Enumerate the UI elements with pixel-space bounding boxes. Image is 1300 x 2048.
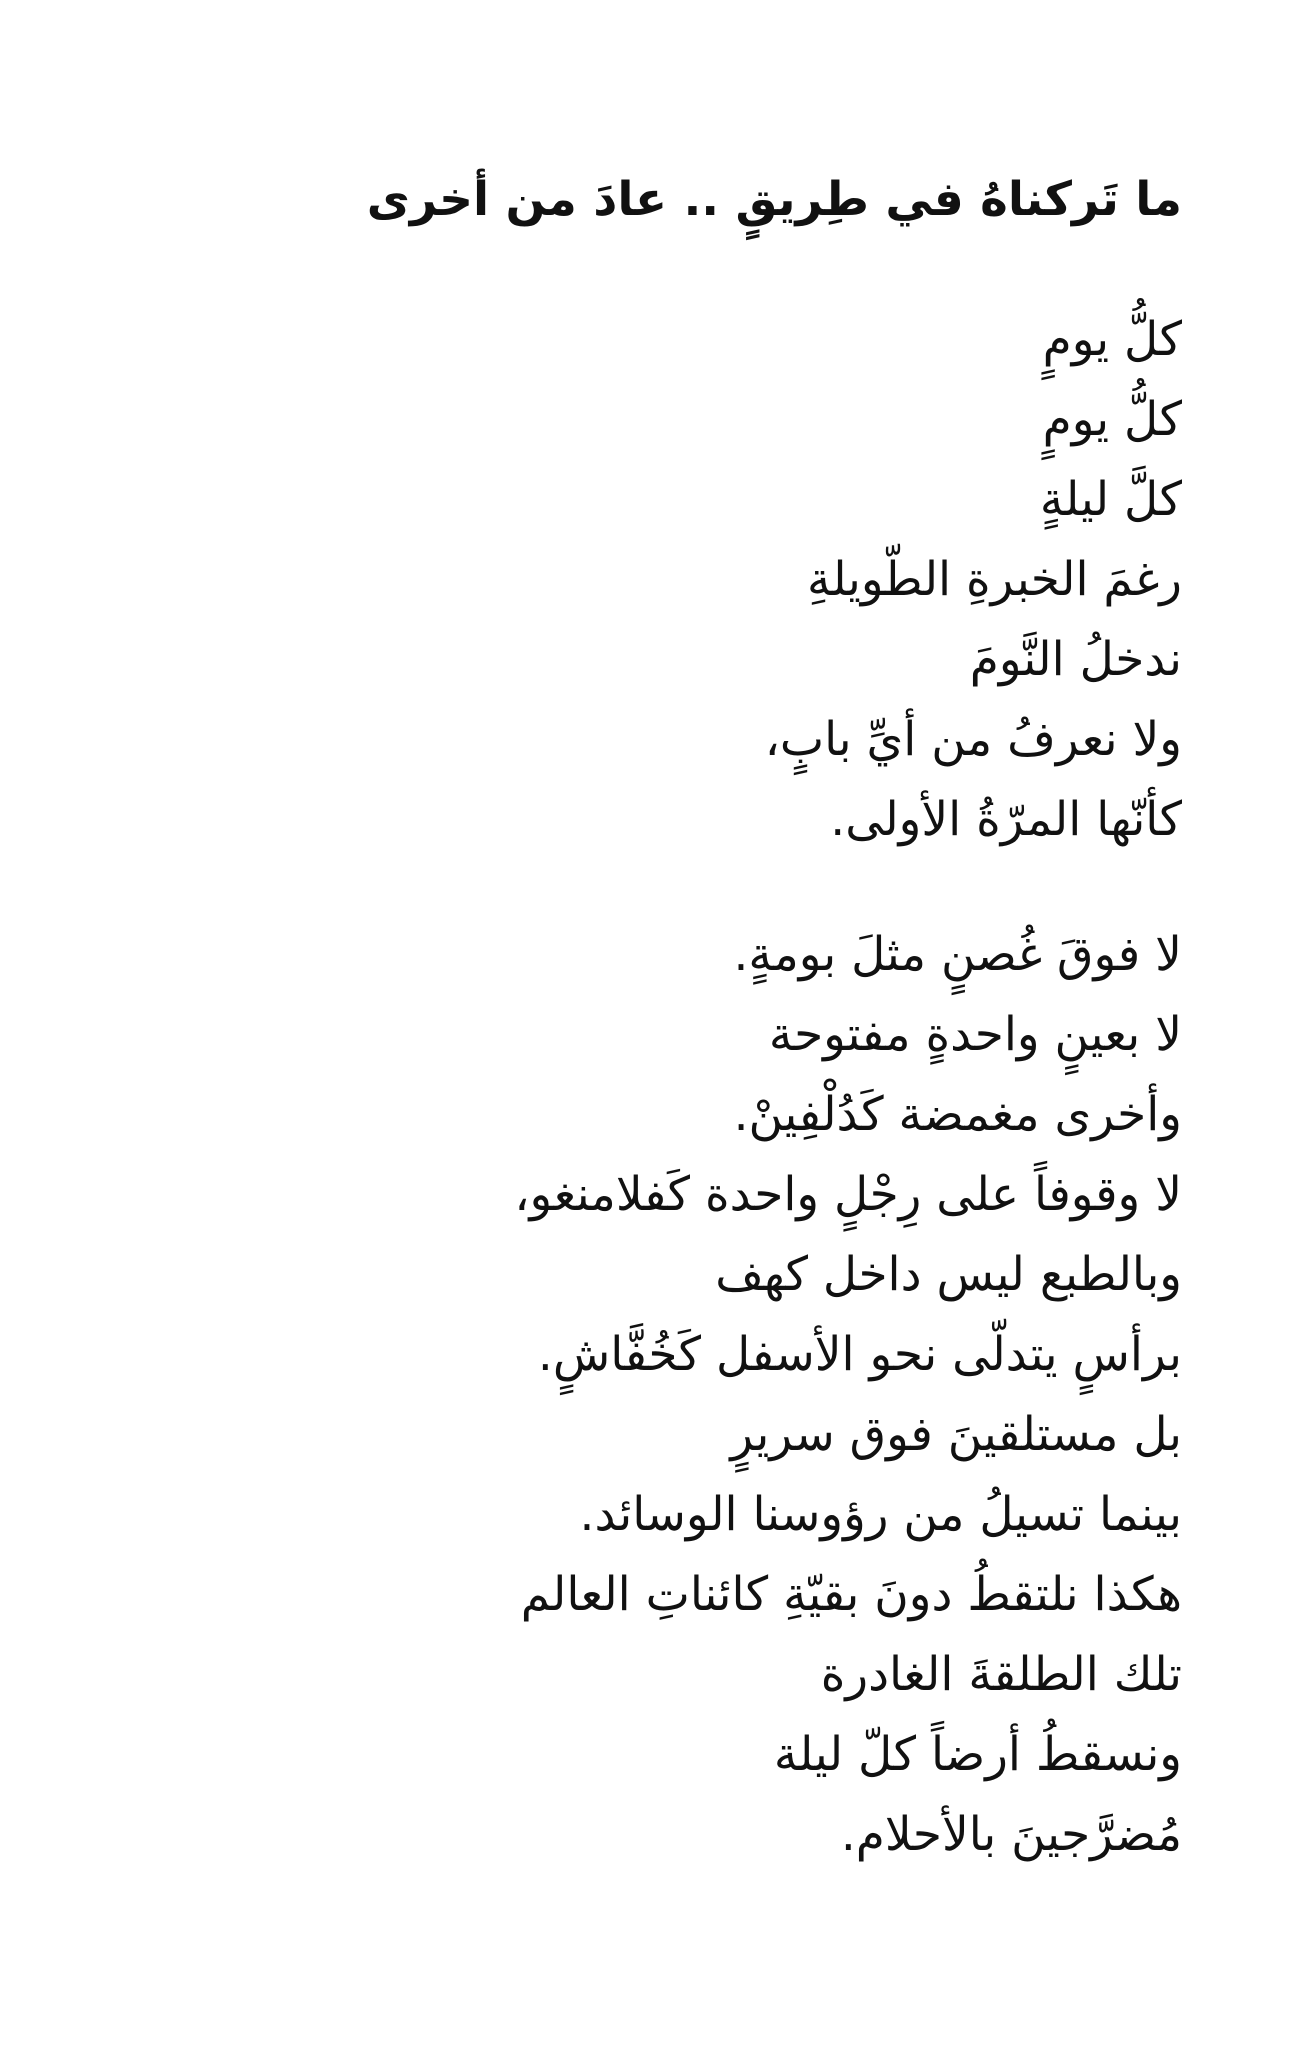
verse-line: بل مستلقينَ فوق سريرٍ: [730, 1407, 1182, 1462]
verse-line: كلُّ يومٍ: [1042, 312, 1182, 367]
verse-line: لا فوقَ غُصنٍ مثلَ بومةٍ.: [733, 927, 1182, 982]
stanza-2: [282, 915, 1182, 1875]
verse-line: برأسٍ يتدلّى نحو الأسفل كَخُفَّاشٍ.: [537, 1327, 1182, 1382]
verse-line: ولا نعرفُ من أيِّ بابٍ،: [764, 712, 1182, 767]
verse-line: وبالطبع ليس داخل كهف: [715, 1247, 1182, 1302]
verse-line: بينما تسيلُ من رؤوسنا الوسائد.: [579, 1487, 1182, 1542]
verse-line: ونسقطُ أرضاً كلّ ليلة: [773, 1727, 1182, 1782]
verse-line: ندخلُ النَّومَ: [969, 632, 1182, 687]
verse-line: وأخرى مغمضة كَدُلْفِينْ.: [733, 1087, 1182, 1142]
verse-line: مُضرَّجينَ بالأحلام.: [840, 1807, 1182, 1862]
verse-line: كأنّها المرّةُ الأولى.: [830, 792, 1182, 847]
verse-line: تلك الطلقةَ الغادرة: [820, 1647, 1182, 1702]
poem-title: ما تَركناهُ في طِريقٍ .. عادَ من أخرى: [366, 172, 1182, 227]
verse-line: رغمَ الخبرةِ الطّويلةِ: [807, 552, 1182, 607]
verse-line: كلُّ يومٍ: [1042, 392, 1182, 447]
verse-line: لا وقوفاً على رِجْلٍ واحدة كَفلامنغو،: [514, 1167, 1182, 1222]
verse-line: لا بعينٍ واحدةٍ مفتوحة: [768, 1007, 1182, 1062]
stanza-1: [282, 300, 1182, 860]
verse-line: هكذا نلتقطُ دونَ بقيّةِ كائناتِ العالم: [520, 1567, 1182, 1622]
verse-line: كلَّ ليلةٍ: [1039, 472, 1182, 527]
